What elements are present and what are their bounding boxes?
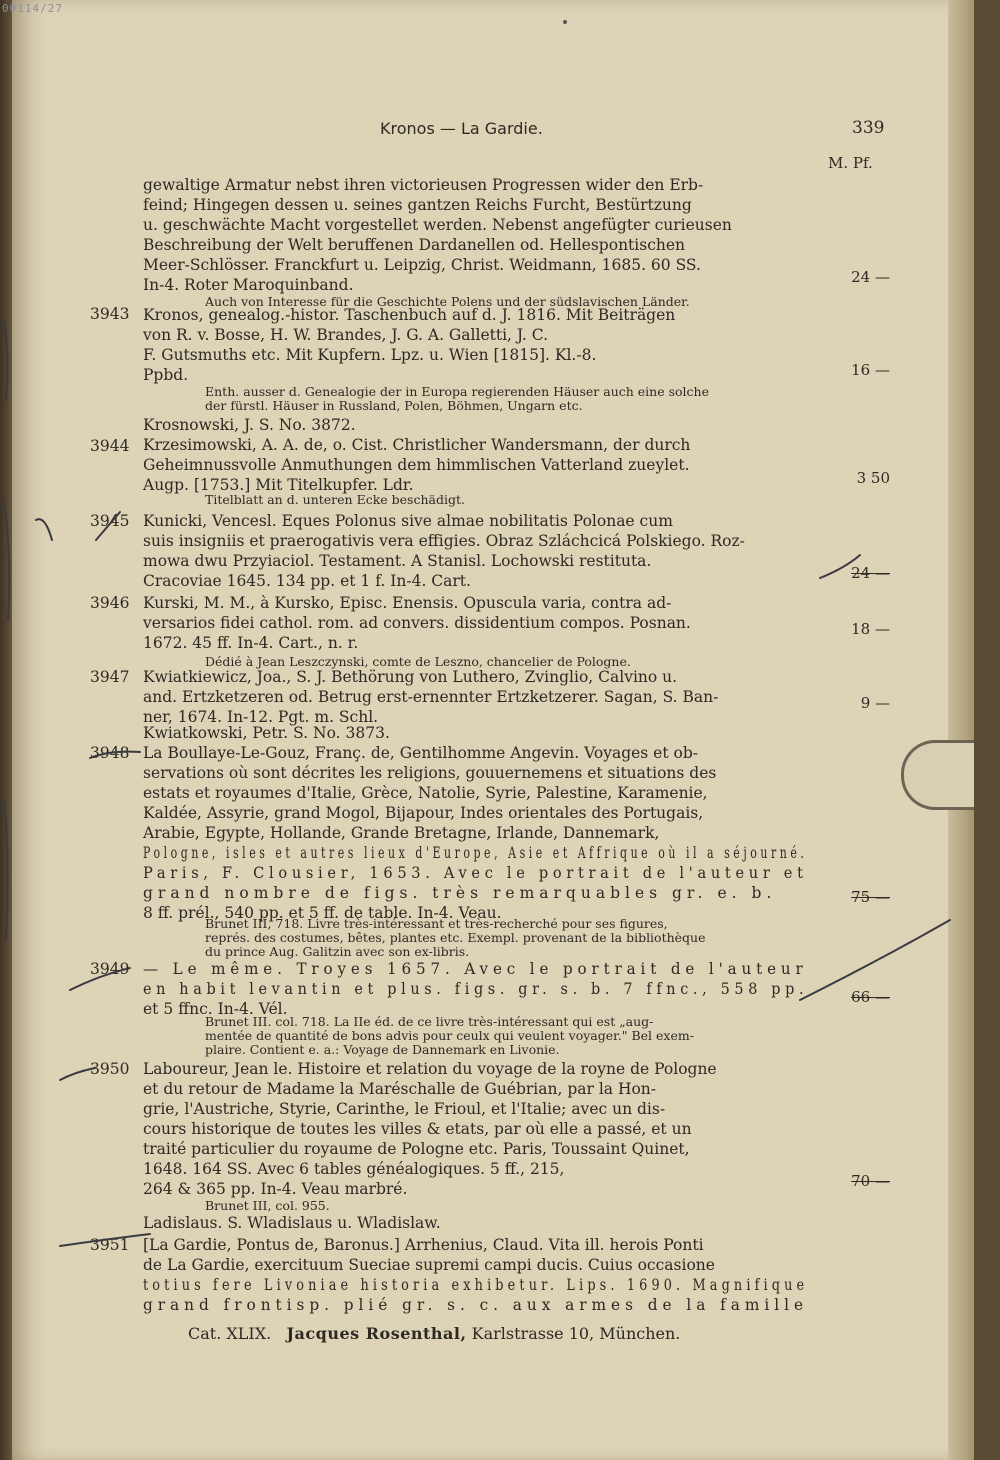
- price: 3 50: [856, 469, 890, 487]
- text-line: Meer-Schlösser. Franckfurt u. Leipzig, Christ. Weidmann, 1685. 60 SS.: [143, 256, 701, 274]
- text-line: Beschreibung der Welt beruffenen Dardanellen od. Hellespontischen: [143, 236, 686, 254]
- text-line: traité particulier du royaume de Pologne etc. Paris, Toussaint Quinet,: [143, 1140, 690, 1158]
- text-line: Kwiatkiewicz, Joa., S. J. Bethörung von Luthero, Zvinglio, Calvino u.: [143, 668, 678, 686]
- text-line: Laboureur, Jean le. Histoire et relation du voyage de la royne de Pologne: [143, 1060, 717, 1078]
- entry-number: 3944: [90, 437, 130, 455]
- text-line: Arabie, Egypte, Hollande, Grande Bretagne, Irlande, Dannemark,: [143, 824, 660, 842]
- text-line: de La Gardie, exercituum Sueciae supremi campi ducis. Cuius occasione: [143, 1256, 715, 1274]
- note-line: Brunet III, col. 955.: [205, 1198, 330, 1213]
- text-line: Pologne, isles et autres lieux d'Europe, Asie et Affrique où il a séjourné.: [143, 844, 808, 862]
- note-line: Brunet III. col. 718. La IIe éd. de ce livre très-intéressant qui est „aug-: [205, 1014, 654, 1029]
- text-line: 1672. 45 ff. In-4. Cart., n. r.: [143, 634, 359, 652]
- text-line: Kurski, M. M., à Kursko, Episc. Enensis. Opuscula varia, contra ad-: [143, 594, 672, 612]
- text-line: mowa dwu Przyiaciol. Testament. A Stanisl. Lochowski restituta.: [143, 552, 652, 570]
- entry-number: 3949: [90, 960, 130, 978]
- text-line: Paris, F. Clousier, 1653. Avec le portrait de l'auteur et: [143, 864, 808, 882]
- note-line: du prince Aug. Galitzin avec son ex-libris.: [205, 944, 470, 959]
- price-struck: 66 —: [851, 988, 890, 1006]
- text-line: La Boullaye-Le-Gouz, Franç. de, Gentilhomme Angevin. Voyages et ob-: [143, 744, 698, 762]
- price: 9 —: [860, 694, 890, 712]
- text-line: Krzesimowski, A. A. de, o. Cist. Christlicher Wandersmann, der durch: [143, 436, 691, 454]
- price: 18 —: [851, 620, 890, 638]
- margin-mark: [4, 800, 8, 940]
- text-line: F. Gutsmuths etc. Mit Kupfern. Lpz. u. Wien [1815]. Kl.-8.: [143, 346, 597, 364]
- entry-number: 3947: [90, 668, 130, 686]
- text-line: et du retour de Madame la Maréschalle de Guébrian, par la Hon-: [143, 1080, 657, 1098]
- text-line: Kronos, genealog.-histor. Taschenbuch auf d. J. 1816. Mit Beiträgen: [143, 306, 676, 324]
- note-line: Brunet III, 718. Livre très-intéressant et très-recherché pour ses figures,: [205, 916, 668, 931]
- text-line: ner, 1674. In-12. Pgt. m. Schl.: [143, 708, 379, 726]
- note-line: Titelblatt an d. unteren Ecke beschädigt.: [205, 492, 465, 507]
- text-line: Cracoviae 1645. 134 pp. et 1 f. In-4. Cart.: [143, 572, 471, 590]
- note-line: Dédié à Jean Leszczynski, comte de Leszno, chancelier de Pologne.: [205, 654, 631, 669]
- text-line: and. Ertzketzeren od. Betrug erst-ernennter Ertzketzerer. Sagan, S. Ban-: [143, 688, 719, 706]
- margin-mark: [4, 320, 8, 400]
- text-line: von R. v. Bosse, H. W. Brandes, J. G. A. Galletti, J. C.: [143, 326, 548, 344]
- price-struck: 70 —: [851, 1172, 890, 1190]
- text-line: Ladislaus. S. Wladislaus u. Wladislaw.: [143, 1214, 441, 1232]
- text-line: grand nombre de figs. très remarquables gr. e. b.: [143, 884, 777, 902]
- publisher-address: Karlstrasse 10, München.: [471, 1324, 681, 1343]
- text-line: suis insigniis et praerogativis vera effigies. Obraz Szláchcicá Polskiego. Roz-: [143, 532, 745, 550]
- running-header: Kronos — La Gardie.: [380, 119, 543, 138]
- text-line: Augp. [1753.] Mit Titelkupfer. Ldr.: [143, 476, 414, 494]
- pencil-tick: [36, 519, 52, 540]
- entry-number: 3948: [90, 744, 130, 762]
- text-line: et 5 ffnc. In-4. Vél.: [143, 1000, 288, 1018]
- note-line: Enth. ausser d. Genealogie der in Europa regierenden Häuser auch eine solche: [205, 384, 709, 399]
- pencil-stroke: [96, 512, 120, 540]
- text-line: feind; Hingegen dessen u. seines gantzen Reichs Furcht, Bestürtzung: [143, 196, 692, 214]
- archive-stamp: 00114/27: [2, 2, 63, 15]
- text-line: [La Gardie, Pontus de, Baronus.] Arrhenius, Claud. Vita ill. herois Ponti: [143, 1236, 704, 1254]
- entry-number: 3950: [90, 1060, 130, 1078]
- text-line: Krosnowski, J. S. No. 3872.: [143, 416, 356, 434]
- entry-number: 3946: [90, 594, 130, 612]
- entry-number: 3943: [90, 305, 130, 323]
- pencil-stroke: [820, 555, 860, 578]
- pencil-stroke: [60, 1068, 95, 1080]
- text-line: cours historique de toutes les villes & etats, par où elle a passé, et un: [143, 1120, 692, 1138]
- price-struck: 75 —: [851, 888, 890, 906]
- text-line: Kwiatkowski, Petr. S. No. 3873.: [143, 724, 390, 742]
- text-line: gewaltige Armatur nebst ihren victorieusen Progressen wider den Erb-: [143, 176, 704, 194]
- pencil-stroke: [60, 1234, 150, 1246]
- text-line: 1648. 164 SS. Avec 6 tables généalogiques. 5 ff., 215,: [143, 1160, 565, 1178]
- entry-number: 3945: [90, 512, 130, 530]
- note-line: mentée de quantité de bons advis pour ceulx qui veulent voyager." Bel exem-: [205, 1028, 694, 1043]
- text-line: Ppbd.: [143, 366, 189, 384]
- pencil-stroke: [90, 752, 140, 758]
- price: 24 —: [851, 268, 890, 286]
- note-line: plaire. Contient e. a.: Voyage de Dannemark en Livonie.: [205, 1042, 560, 1057]
- text-line: Kunicki, Vencesl. Eques Polonus sive almae nobilitatis Polonae cum: [143, 512, 673, 530]
- text-line: en habit levantin et plus. figs. gr. s. b. 7 ffnc., 558 pp.: [143, 980, 809, 998]
- price-struck: 24 —: [851, 564, 890, 582]
- price: 16 —: [851, 361, 890, 379]
- entry-number: 3951: [90, 1236, 130, 1254]
- text-line: servations où sont décrites les religions, gouuernemens et situations des: [143, 764, 717, 782]
- text-line: grand frontisp. plié gr. s. c. aux armes de la famille: [143, 1296, 809, 1314]
- text-line: u. geschwächte Macht vorgestellet werden. Nebenst angefügter curieusen: [143, 216, 732, 234]
- text-line: Kaldée, Assyrie, grand Mogol, Bijapour, Indes orientales des Portugais,: [143, 804, 704, 822]
- publisher-name: Jacques Rosenthal,: [286, 1324, 467, 1343]
- text-line: estats et royaumes d'Italie, Grèce, Natolie, Syrie, Palestine, Karamenie,: [143, 784, 708, 802]
- note-line: Auch von Interesse für die Geschichte Polens und der südslavischen Länder.: [205, 294, 690, 309]
- note-line: représ. des costumes, bêtes, plantes etc. Exempl. provenant de la bibliothèque: [205, 930, 706, 945]
- pencil-long-stroke: [800, 920, 950, 1000]
- text-line: 264 & 365 pp. In-4. Veau marbré.: [143, 1180, 408, 1198]
- text-line: grie, l'Austriche, Styrie, Carinthe, le Frioul, et l'Italie; avec un dis-: [143, 1100, 666, 1118]
- page-number: 339: [852, 118, 885, 138]
- pencil-stroke: [70, 968, 130, 990]
- text-line: versarios fidei cathol. rom. ad convers. dissidentium compos. Posnan.: [143, 614, 691, 632]
- currency-header: M. Pf.: [828, 154, 873, 172]
- text-line: 8 ff. prél., 540 pp. et 5 ff. de table. In-4. Veau.: [143, 904, 502, 922]
- note-line: der fürstl. Häuser in Russland, Polen, Böhmen, Ungarn etc.: [205, 398, 583, 413]
- margin-mark: [4, 500, 9, 620]
- text-line: In-4. Roter Maroquinband.: [143, 276, 354, 294]
- text-line: totius fere Livoniae historia exhibetur. Lips. 1690. Magnifique: [143, 1276, 809, 1294]
- text-line: Geheimnussvolle Anmuthungen dem himmlischen Vatterland zueylet.: [143, 456, 690, 474]
- catalog-number: Cat. XLIX.: [188, 1324, 272, 1343]
- text-line: — Le même. Troyes 1657. Avec le portrait de l'auteur: [143, 960, 808, 978]
